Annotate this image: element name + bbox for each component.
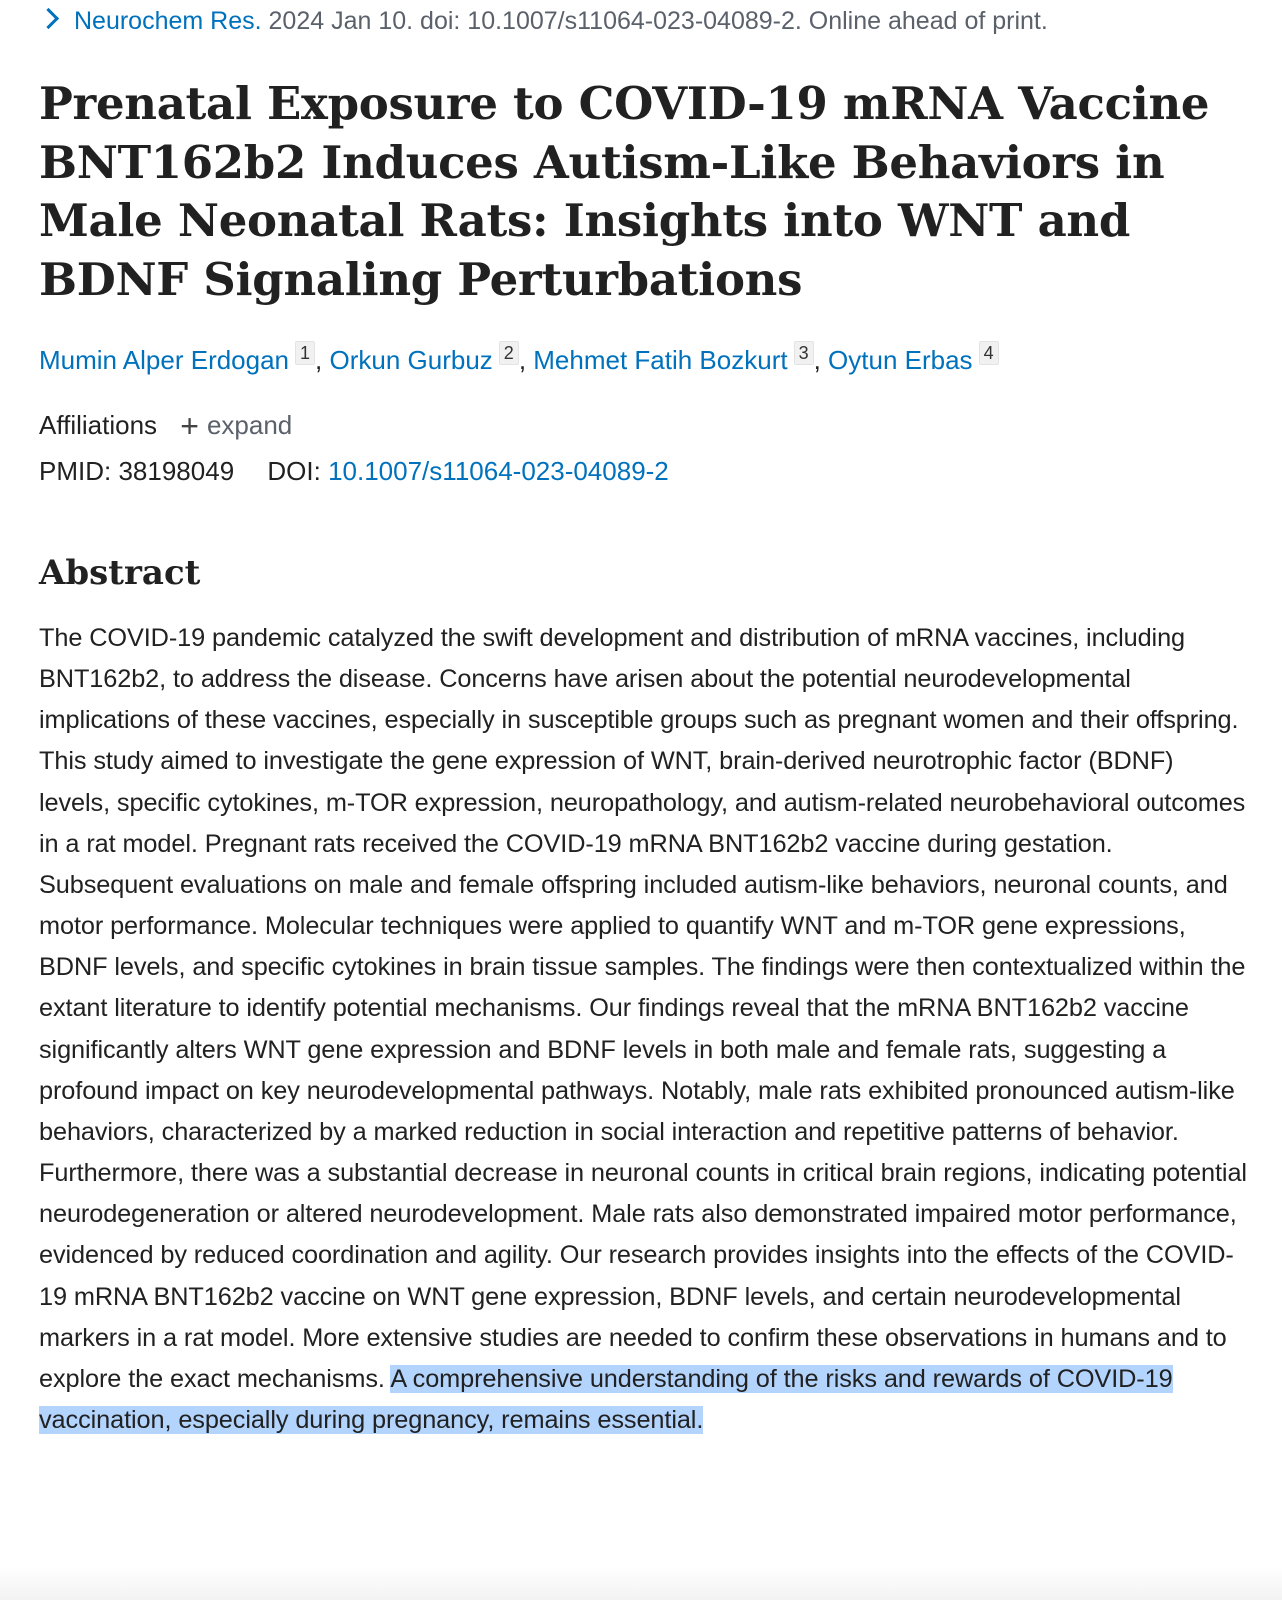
identifiers-row <box>39 453 669 489</box>
journal-link[interactable]: Neurochem Res. <box>74 7 262 35</box>
expand-label: expand <box>206 410 293 440</box>
doi-link[interactable]: 10.1007/s11064-023-04089-2 <box>328 456 669 486</box>
pmid-label: PMID: <box>39 456 112 486</box>
author-list: Mumin Alper Erdogan 1 , Orkun Gurbuz 2 , Mehmet Fatih Bozkurt 3 , Oytun Erbas 4 <box>39 340 999 380</box>
abstract-text <box>39 618 1249 1441</box>
doi-label: DOI: <box>267 456 321 486</box>
affiliation-ref[interactable]: 4 <box>979 341 999 365</box>
affiliation-ref[interactable]: 3 <box>794 341 814 365</box>
author-link[interactable]: Mumin Alper Erdogan <box>39 345 290 375</box>
affiliations-expand-button[interactable] <box>180 408 293 444</box>
plus-icon: + <box>180 408 199 444</box>
abstract-heading: Abstract <box>39 553 201 593</box>
affiliations-label: Affiliations <box>39 410 158 440</box>
abstract-body: The COVID-19 pandemic catalyzed the swift development and distribution of mRNA vaccines, including BNT162b2, to address the disease. Concerns have arisen about the potential neurodevelopmental implications of these vaccines, especially in susceptible groups such as pregnant women and their offspring. This study aimed to investigate the gene expression of WNT, brain-derived neurotrophic factor (BDNF) levels, specific cytokines, m-TOR expression, neuropathology, and autism-related neurobehavioral outcomes in a rat model. Pregnant rats received the COVID-19 mRNA BNT162b2 vaccine during gestation. Subsequent evaluations on male and female offspring included autism-like behaviors, neuronal counts, and motor performance. Molecular techniques were applied to quantify WNT and m-TOR gene expressions, BDNF levels, and specific cytokines in brain tissue samples. The findings were then contextualized within the extant literature to identify potential mechanisms. Our findings reveal that the mRNA BNT162b2 vaccine significantly alters WNT gene expression and BDNF levels in both male and female rats, suggesting a profound impact on key neurodevelopmental pathways. Notably, male rats exhibited pronounced autism-like behaviors, characterized by a marked reduction in social interaction and repetitive patterns of behavior. Furthermore, there was a substantial decrease in neuronal counts in critical brain regions, indicating potential neurodegeneration or altered neurodevelopment. Male rats also demonstrated impaired motor performance, evidenced by reduced coordination and agility. Our research provides insights into the effects of the COVID-19 mRNA BNT162b2 vaccine on WNT gene expression, BDNF levels, and certain neurodevelopmental markers in a rat model. More extensive studies are needed to confirm these observations in humans and to explore the exact mechanisms. <box>39 624 1247 1393</box>
author-link[interactable]: Orkun Gurbuz <box>329 345 493 375</box>
author-link[interactable]: Oytun Erbas <box>828 345 973 375</box>
selected-text: A comprehensive understanding of the risks and rewards of COVID-19 vaccination, especially during pregnancy, remains essential. <box>39 1364 1173 1434</box>
affiliations-row <box>39 405 292 443</box>
article-title: Prenatal Exposure to COVID-19 mRNA Vaccine BNT162b2 Induces Autism-Like Behaviors in Male Neonatal Rats: Insights into WNT and BDNF Signaling Perturbations <box>39 77 1210 306</box>
chevron-right-icon[interactable] <box>38 8 59 29</box>
citation-line <box>39 4 1262 38</box>
citation-details: 2024 Jan 10. doi: 10.1007/s11064-023-04089-2. Online ahead of print. <box>268 7 1048 35</box>
bottom-fade <box>0 1566 1282 1600</box>
affiliation-ref[interactable]: 2 <box>499 341 519 365</box>
pmid-value: 38198049 <box>118 456 235 486</box>
author-link[interactable]: Mehmet Fatih Bozkurt <box>533 345 788 375</box>
affiliation-ref[interactable]: 1 <box>295 341 315 365</box>
